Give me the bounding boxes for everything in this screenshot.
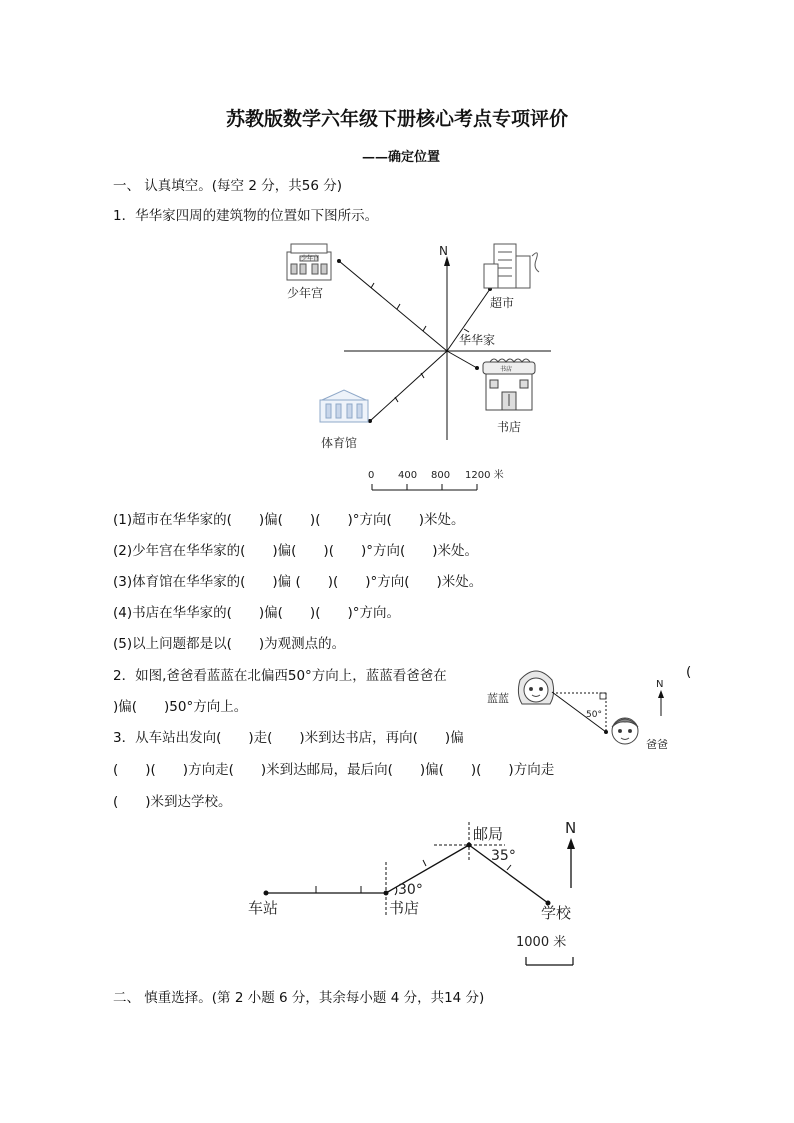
- q1-item-3: (3)体育馆在华华家的( )偏 ( )( )°方向( )米处。: [113, 574, 483, 590]
- youth-palace-sign: 少年宫: [301, 255, 320, 262]
- q3-route-figure: [240, 812, 600, 974]
- lanlan-avatar-icon: [518, 671, 553, 704]
- post-office-label: 邮局: [473, 825, 504, 843]
- scale-label-800: 800: [431, 470, 451, 481]
- gym-label: 体育馆: [321, 436, 358, 450]
- q3-line-3: ( )米到达学校。: [113, 794, 232, 810]
- north-label: N: [439, 244, 448, 258]
- q2-paren-open: (: [686, 664, 692, 680]
- q3-scale-bar: [526, 957, 573, 965]
- q2-north-arrow-icon: [658, 690, 664, 698]
- supermarket-label: 超市: [490, 296, 515, 310]
- q3-line-1: 3．从车站出发向( )走( )米到达书店，再向( )偏: [113, 730, 464, 746]
- bookstore-label: 书店: [497, 420, 522, 434]
- q2-line-2: )偏( )50°方向上。: [113, 699, 248, 715]
- q2-angle-label: 50°: [586, 710, 602, 720]
- q3-scale-label: 1000 米: [516, 935, 567, 950]
- q1-item-1: (1)超市在华华家的( )偏( )( )°方向( )米处。: [113, 512, 465, 528]
- section1-heading: 一、 认真填空。(每空 2 分，共56 分): [113, 178, 342, 194]
- station-label: 车站: [248, 899, 279, 917]
- supermarket-building-icon: [484, 244, 539, 288]
- line-youth-palace: [339, 261, 447, 351]
- school-label: 学校: [541, 904, 572, 922]
- section2-heading: 二、 慎重选择。(第 2 小题 6 分，其余每小题 4 分，共14 分): [113, 990, 485, 1006]
- q1-stem: 1．华华家四周的建筑物的位置如下图所示。: [113, 208, 379, 224]
- q3-angle-30: 30°: [398, 882, 423, 898]
- line-gym: [370, 351, 447, 421]
- bookstore-route-label: 书店: [389, 899, 420, 917]
- scale-label-0: 0: [368, 470, 375, 481]
- scale-label-400: 400: [398, 470, 418, 481]
- youth-palace-label: 少年宫: [287, 286, 324, 300]
- baba-label: 爸爸: [646, 738, 668, 751]
- page-subtitle: ——确定位置: [362, 150, 441, 165]
- line-bookstore: [447, 351, 477, 368]
- lanlan-label: 蓝蓝: [487, 692, 509, 705]
- q1-position-figure: [270, 236, 570, 498]
- center-label: 华华家: [459, 333, 496, 347]
- gym-building-icon: [320, 390, 368, 422]
- q1-item-2: (2)少年宫在华华家的( )偏( )( )°方向( )米处。: [113, 543, 479, 559]
- q3-north-label: N: [565, 819, 577, 837]
- q1-item-4: (4)书店在华华家的( )偏( )( )°方向。: [113, 605, 400, 621]
- q2-line-1: 2．如图,爸爸看蓝蓝在北偏西50°方向上，蓝蓝看爸爸在: [113, 668, 447, 684]
- q1-item-5: (5)以上问题都是以( )为观测点的。: [113, 636, 346, 652]
- baba-avatar-icon: [612, 718, 638, 744]
- q3-line-2: ( )( )方向走( )米到达邮局，最后向( )偏( )( )方向走: [113, 762, 555, 778]
- q2-north-label: N: [656, 679, 664, 690]
- scale-label-1200: 1200 米: [465, 470, 504, 481]
- q3-north-arrow-icon: [567, 838, 575, 849]
- page-title: 苏教版数学六年级下册核心考点专项评价: [225, 108, 568, 130]
- scale-bar: [372, 484, 477, 490]
- q3-angle-35: 35°: [491, 848, 516, 864]
- bookstore-sign: 书店: [500, 366, 513, 373]
- q2-figure: [480, 660, 680, 756]
- youth-palace-building-icon: [287, 244, 331, 280]
